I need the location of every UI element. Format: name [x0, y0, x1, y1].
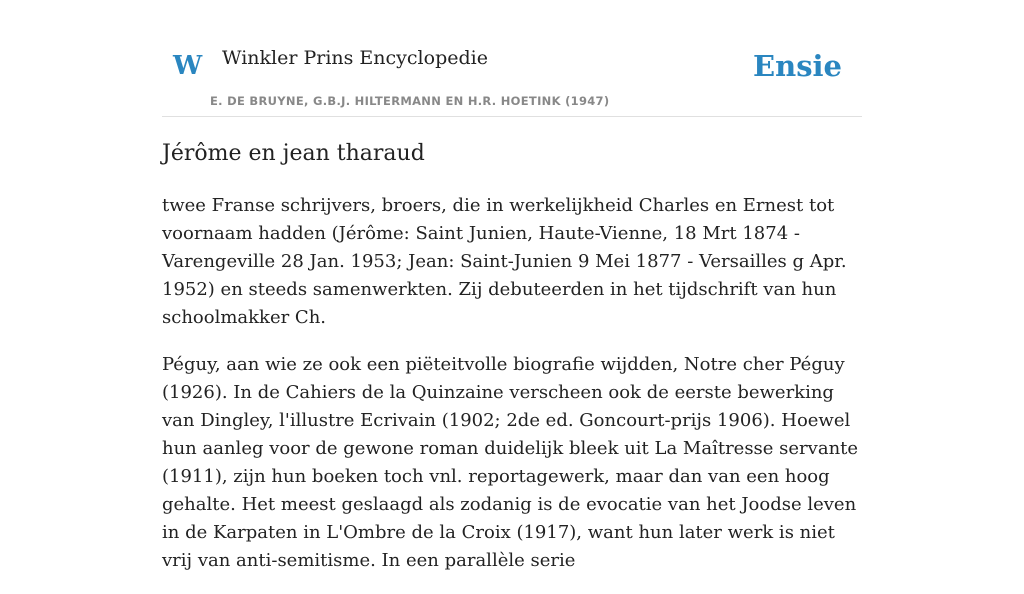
- article-paragraph: Péguy, aan wie ze ook een piëteitvolle biografie wijdden, Notre cher Péguy (1926). In de Cahiers de la Quinzaine verscheen ook de eerste bewerking van Dingley, l'illustre Ecrivain (1902; 2de ed. Goncourt-prijs 1906). Hoewel hun aanleg voor de gewone roman duidelijk bleek uit La Maîtresse servante (1911), zijn hun boeken toch vnl. reportagewerk, maar dan van een hoog gehalte. Het meest geslaagd als zodanig is de evocatie van het Joodse leven in de Karpaten in L'Ombre de la Croix (1917), want hun later werk is niet vrij van anti-semitisme. In een parallèle serie: [162, 354, 859, 571]
- article-body: [162, 192, 862, 594]
- brand-logo[interactable]: Ensie: [753, 49, 842, 83]
- source-logo[interactable]: W: [173, 51, 203, 81]
- source-title[interactable]: Winkler Prins Encyclopedie: [222, 47, 488, 69]
- source-header: [162, 0, 862, 117]
- article-title: Jérôme en jean tharaud: [162, 141, 425, 166]
- source-authors: E. DE BRUYNE, G.B.J. HILTERMANN EN H.R. HOETINK (1947): [210, 94, 610, 108]
- article-paragraph: twee Franse schrijvers, broers, die in werkelijkheid Charles en Ernest tot voornaam hadden (Jérôme: Saint Junien, Haute-Vienne, 18 Mrt 1874 - Varengeville 28 Jan. 1953; Jean: Saint-Junien 9 Mei 1877 - Versailles g Apr. 1952) en steeds samenwerkten. Zij debuteerden in het tijdschrift van hun schoolmakker Ch.: [162, 195, 847, 328]
